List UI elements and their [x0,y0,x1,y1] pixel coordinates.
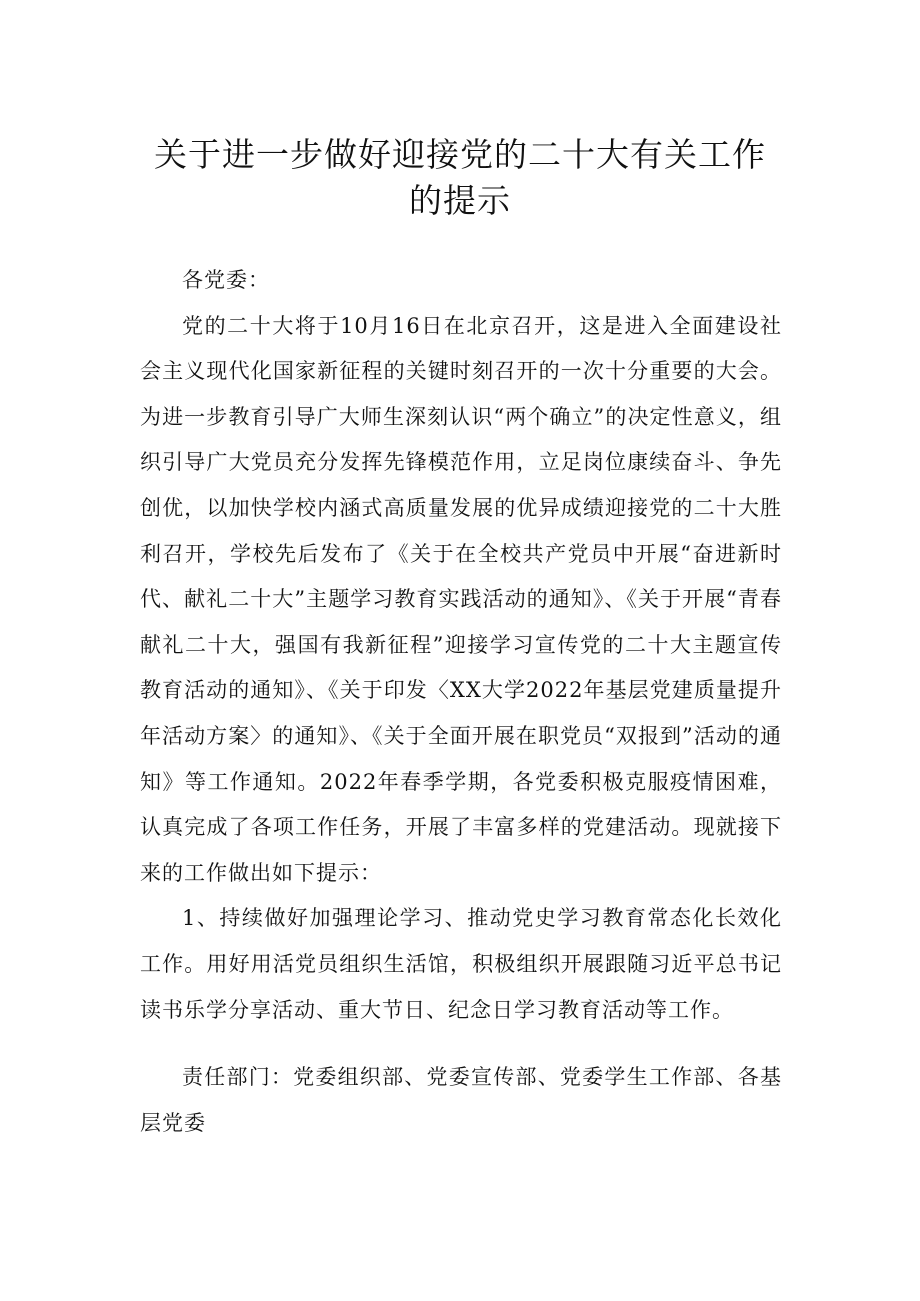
intro-paragraph: 党的二十大将于10月16日在北京召开，这是进入全面建设社会主义现代化国家新征程的关键时刻召开的一次十分重要的大会。为进一步教育引导广大师生深刻认识“两个确立”的决定性意义，组织引导广大党员充分发挥先锋模范作用，立足岗位康续奋斗、争先创优，以加快学校内涵式高质量发展的优异成绩迎接党的二十大胜利召开，学校先后发布了《关于在全校共产党员中开展“奋进新时代、献礼二十大”主题学习教育实践活动的通知》、《关于开展“青春献礼二十大，强国有我新征程”迎接学习宣传党的二十大主题宣传教育活动的通知》、《关于印发〈XX大学2022年基层党建质量提升年活动方案〉的通知》、《关于全面开展在职党员“双报到”活动的通知》等工作通知。2022年春季学期，各党委积极克服疫情困难，认真完成了各项工作任务，开展了丰富多样的党建活动。现就接下来的工作做出如下提示： [140,313,782,885]
salutation: 各党委： [182,268,270,292]
title-line-1: 关于进一步做好迎接党的二十大有关工作 [154,135,766,174]
document-title [120,132,800,224]
document-body [140,258,782,1146]
title-line-2: 的提示 [409,181,511,220]
responsible-departments: 责任部门：党委组织部、党委宣传部、党委学生工作部、各基层党委 [140,1065,782,1135]
item-1-paragraph: 1、持续做好加强理论学习、推动党史学习教育常态化长效化工作。用好用活党员组织生活馆，积极组织开展跟随习近平总书记读书乐学分享活动、重大节日、纪念日学习教育活动等工作。 [140,906,782,1022]
